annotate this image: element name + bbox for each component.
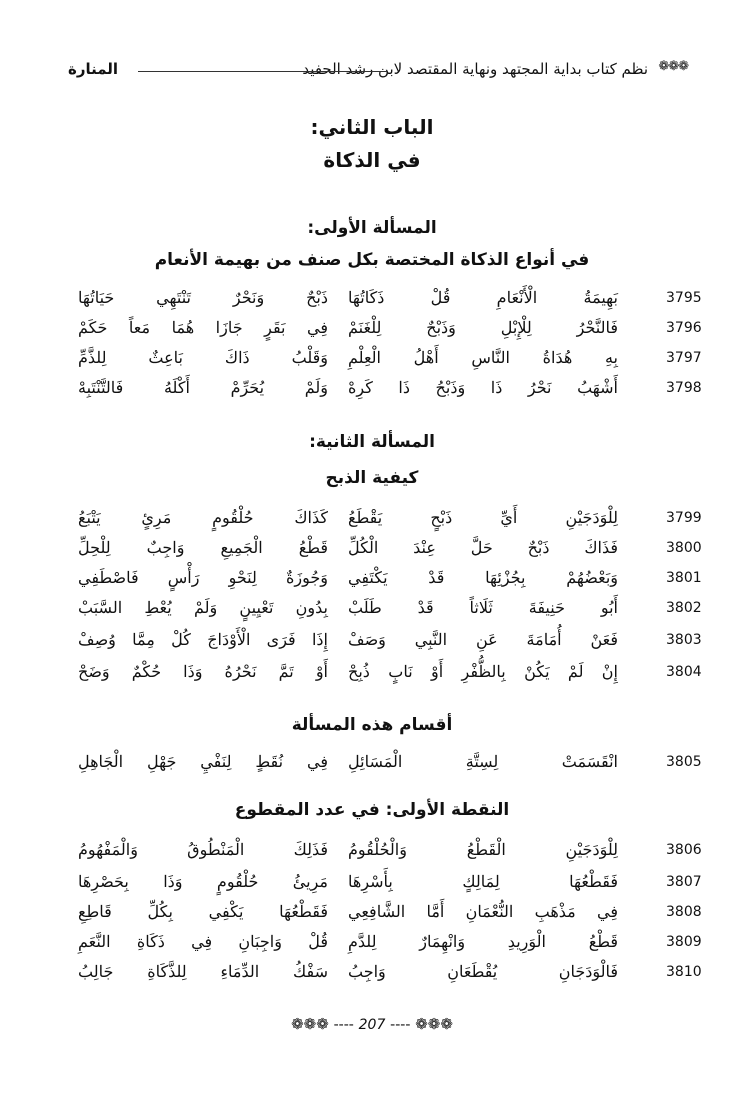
verse-second-hemistich: كَذَاكَ حُلْقُومٍ مَرِئٍ يَتْبَعُ	[78, 508, 328, 527]
verse-second-hemistich: وَجُوزَةٌ لِنَحْوِ رَأْسٍ فَاصْطَفِي	[78, 568, 328, 587]
verse-first-hemistich: أَشْهَبُ نَحْرُ ذَا وَذَبْحُ ذَا كَرِهْ	[348, 378, 618, 397]
verse-first-hemistich: فَالْوَدَجَانِ يُقْطَعَانِ وَاجِبُ	[348, 962, 618, 981]
verse-number: 3806	[666, 842, 702, 858]
verse-second-hemistich: فِي بَقَرٍ جَازَا هُمَا مَعاً حَكَمْ	[78, 318, 328, 337]
verse	[70, 508, 710, 536]
verse-second-hemistich: وَلَمْ يُحَرِّمْ أَكْلَهُ فَالتَّنْتَبِهْ	[78, 378, 328, 397]
verse-second-hemistich: بِدُونِ تَعْيِينٍ وَلَمْ يُعْطِ السَّبَبْ	[78, 598, 328, 617]
verse-first-hemistich: بَهِيمَةُ الْأَنْعَامِ قُلْ ذَكَاتُهَا	[348, 288, 618, 307]
verse-first-hemistich: فَالنَّحْرُ لِلْإِبْلِ وَذَبْحٌ لِلْغَنَمْ	[348, 318, 618, 337]
section-point-1-title: النقطة الأولى: في عدد المقطوع	[234, 800, 510, 820]
verse-number: 3802	[666, 600, 702, 616]
verse-number: 3803	[666, 632, 702, 648]
section-divisions-title: أقسام هذه المسألة	[291, 715, 453, 735]
verse-number: 3804	[666, 664, 702, 680]
verse-first-hemistich: أَبُو حَنِيفَةَ ثَلَاثاً قَدْ طَلَبْ	[348, 598, 618, 617]
verse-second-hemistich: قَطْعُ الْجَمِيعِ وَاجِبٌ لِلْحِلِّ	[78, 538, 328, 557]
verse	[70, 378, 710, 406]
header-ornament-icon: ❁❁❁	[658, 59, 688, 74]
page-footer: ❁❁❁ ---- 207 ---- ❁❁❁	[291, 1015, 453, 1033]
verse	[70, 538, 710, 566]
verse-first-hemistich: قَطْعُ الْوَرِيدِ وَانْهِمَارٌ لِلدَّمِ	[348, 932, 618, 951]
verse-number: 3800	[666, 540, 702, 556]
verse-second-hemistich: قُلْ وَاجِبَانِ فِي ذَكَاةِ النَّعَمِ	[78, 932, 328, 951]
verse	[70, 288, 710, 316]
verse-number: 3809	[666, 934, 702, 950]
chapter-title: الباب الثاني:	[310, 115, 434, 139]
header-title: نظم كتاب بداية المجتهد ونهاية المقتصد لابن رشد الحفيد	[302, 60, 648, 78]
header-divider	[138, 71, 388, 76]
verse-second-hemistich: مَرِيئُ حُلْقُومٍ وَذَا بِحَصْرِهَا	[78, 872, 328, 891]
verse-first-hemistich: فِي مَذْهَبِ النُّعْمَانِ أَمَّا الشَّافِعِي	[348, 902, 618, 921]
verse-first-hemistich: إِنْ لَمْ يَكُنْ بِالظُّفْرِ أَوْ نَابٍ ذُبِحْ	[348, 662, 618, 681]
verse-number: 3798	[666, 380, 702, 396]
verse	[70, 662, 710, 690]
verse-first-hemistich: فَعَنْ أُمَامَةَ عَنِ النَّبِي وَصَفْ	[348, 630, 618, 649]
verse-second-hemistich: سَفْكُ الدِّمَاءِ لِلذَّكَاةِ جَالِبُ	[78, 962, 328, 981]
verse-number: 3801	[666, 570, 702, 586]
verse-number: 3797	[666, 350, 702, 366]
verse-first-hemistich: لِلْوَدَجَيْنِ أَيِّ ذَبْحٍ يَقْطَعُ	[348, 508, 618, 527]
verse-first-hemistich: فَقَطْعُهَا لِمَالِكٍ بِأَسْرِهَا	[348, 872, 618, 891]
verse	[70, 932, 710, 960]
page-header	[68, 58, 688, 88]
verse	[70, 962, 710, 990]
question-1-title: المسألة الأولى:	[307, 218, 437, 238]
verse	[70, 872, 710, 900]
verse	[70, 752, 710, 780]
verse-first-hemistich: انْقَسَمَتْ لِسِتَّةِ الْمَسَائِلِ	[348, 752, 618, 771]
question-2-title: المسألة الثانية:	[309, 432, 435, 452]
page-number: 207	[358, 1017, 386, 1033]
verse-second-hemistich: إِذَا فَرَى الْأَوْدَاجَ كُلْ مِمَّا وُصِفْ	[78, 630, 328, 649]
verse-first-hemistich: وَبَعْضُهُمْ بِجُزْئِهَا قَدْ يَكْتَفِي	[348, 568, 618, 587]
verse-number: 3796	[666, 320, 702, 336]
verse-second-hemistich: فِي نُقَطٍ لِنَفْيِ جَهْلِ الْجَاهِلِ	[78, 752, 328, 771]
verse-second-hemistich: فَقَطْعُهَا يَكْفِي بِكُلِّ قَاطِعِ	[78, 902, 328, 921]
verse	[70, 318, 710, 346]
verse-first-hemistich: فَذَاكَ ذَبْحٌ حَلَّ عِنْدَ الْكُلِّ	[348, 538, 618, 557]
verse	[70, 568, 710, 596]
verse-number: 3805	[666, 754, 702, 770]
verse	[70, 902, 710, 930]
header-book-name: المنارة	[68, 60, 119, 78]
verse-first-hemistich: لِلْوَدَجَيْنِ الْقَطْعُ وَالْحُلْقُومُ	[348, 840, 618, 859]
question-2-subtitle: كيفية الذبح	[325, 468, 419, 488]
verse-number: 3808	[666, 904, 702, 920]
verse	[70, 348, 710, 376]
question-1-subtitle: في أنواع الذكاة المختصة بكل صنف من بهيمة الأنعام	[154, 250, 590, 270]
chapter-subtitle: في الذكاة	[323, 148, 421, 172]
verse	[70, 598, 710, 626]
verse-second-hemistich: ذَبْحٌ وَنَحْرٌ تَنْتَهِي حَيَاتُهَا	[78, 288, 328, 307]
verse-number: 3807	[666, 874, 702, 890]
verse-number: 3795	[666, 290, 702, 306]
verse	[70, 630, 710, 658]
verse	[70, 840, 710, 868]
verse-second-hemistich: أَوْ تَمَّ نَحْرُهُ وَذَا حُكْمٌ وَضَحْ	[78, 662, 328, 681]
verse-first-hemistich: بِهِ هُدَاةُ النَّاسِ أَهْلُ الْعِلْمِ	[348, 348, 618, 367]
verse-number: 3810	[666, 964, 702, 980]
verse-number: 3799	[666, 510, 702, 526]
footer-ornament-right-icon: ❁❁❁	[415, 1015, 453, 1033]
footer-ornament-left-icon: ❁❁❁	[291, 1015, 329, 1033]
verse-second-hemistich: فَذَلِكَ الْمَنْطُوقُ وَالْمَفْهُومُ	[78, 840, 328, 859]
verse-second-hemistich: وَقَلْبُ ذَاكَ بَاعِثٌ لِلذَّمِّ	[78, 348, 328, 367]
